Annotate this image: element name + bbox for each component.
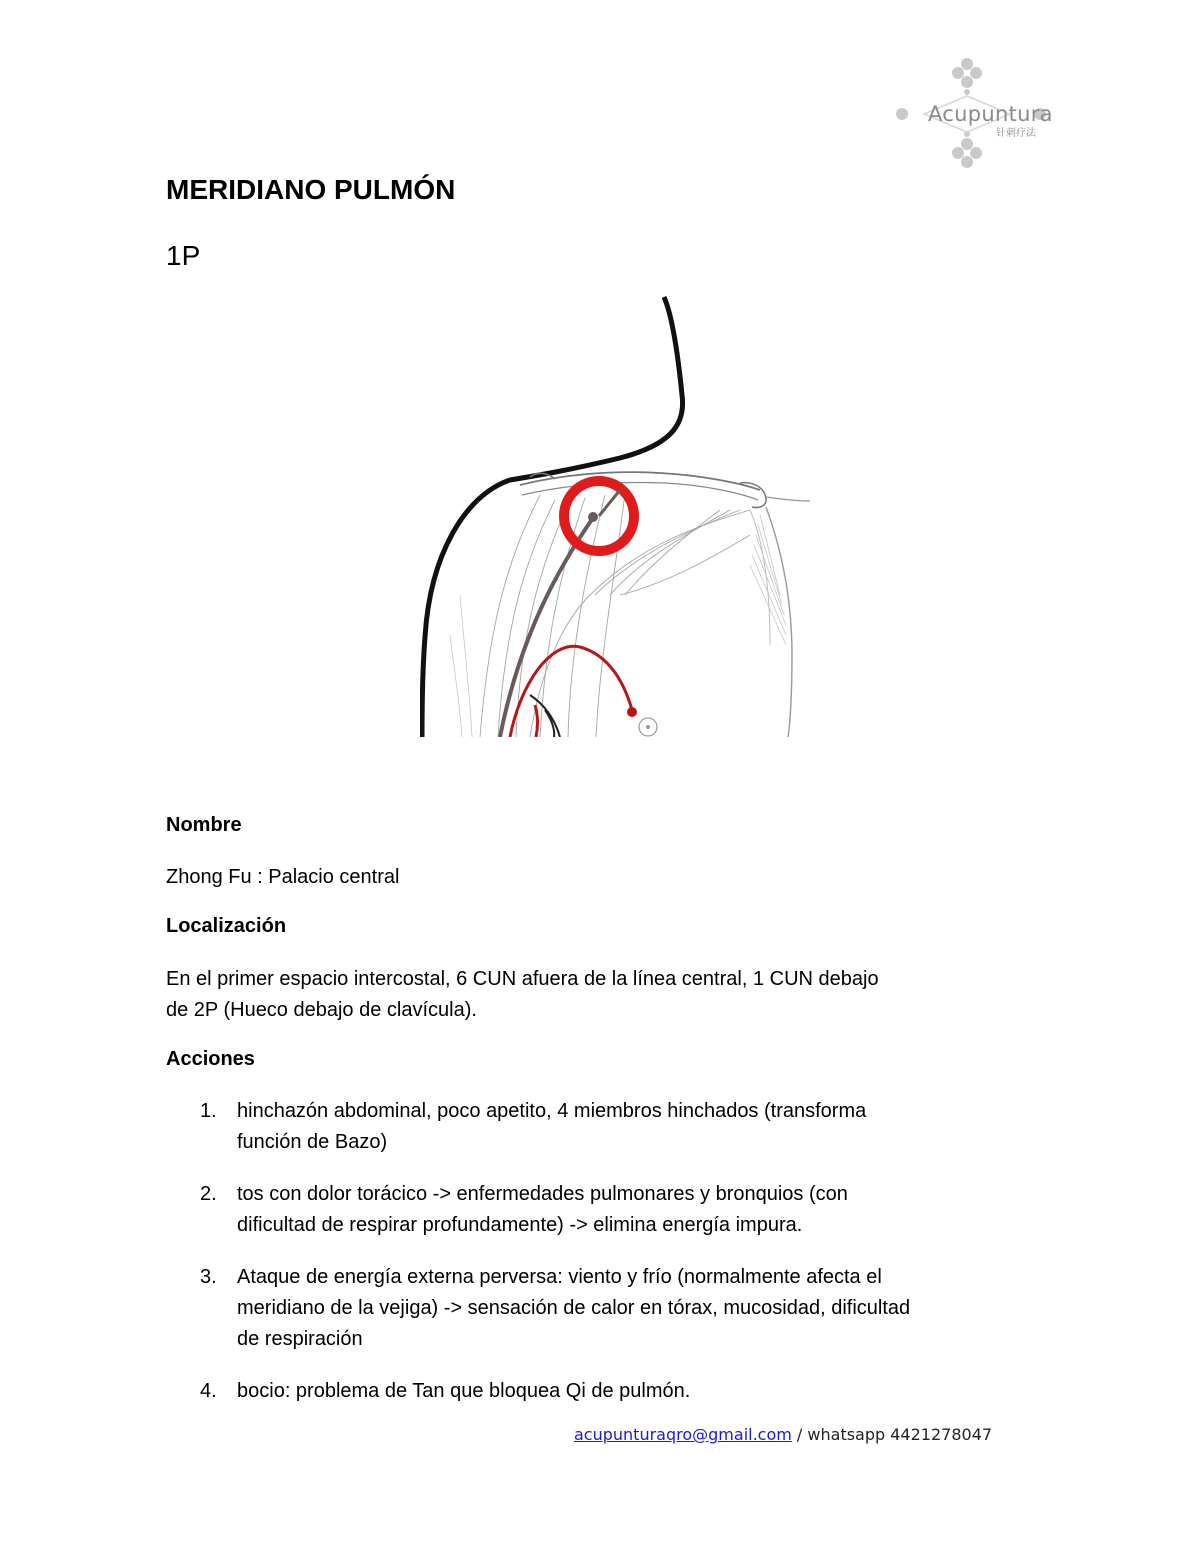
shoulder-chest-anatomy-illustration <box>420 295 812 737</box>
anatomy-figure <box>420 295 812 737</box>
list-item <box>196 1376 1056 1407</box>
list-item-line: meridiano de la vejiga) -> sensación de calor en tórax, mucosidad, dificultad <box>237 1297 911 1319</box>
whatsapp-text: whatsapp 4421278047 <box>807 1425 993 1444</box>
heading-acciones: Acciones <box>166 1048 255 1070</box>
footer <box>574 1425 992 1444</box>
list-item-line: hinchazón abdominal, poco apetito, 4 miembros hinchados (transforma <box>237 1100 867 1122</box>
list-item-line: de respiración <box>237 1328 363 1350</box>
list-item-line: función de Bazo) <box>237 1131 388 1153</box>
list-item-line: dificultad de respirar profundamente) -> elimina energía impura. <box>237 1214 803 1236</box>
nombre-text: Zhong Fu : Palacio central <box>166 866 400 888</box>
localizacion-text <box>166 964 1026 1026</box>
page-title: MERIDIANO PULMÓN <box>166 174 456 205</box>
list-item-line: bocio: problema de Tan que bloquea Qi de pulmón. <box>237 1380 691 1402</box>
heading-localizacion: Localización <box>166 915 287 937</box>
localizacion-line-1: En el primer espacio intercostal, 6 CUN afuera de la línea central, 1 CUN debajo <box>166 968 879 990</box>
list-item-number: 4. <box>200 1380 217 1402</box>
list-item-number: 2. <box>200 1183 217 1205</box>
footer-separator: / <box>791 1425 808 1444</box>
list-item-line: tos con dolor torácico -> enfermedades pulmonares y bronquios (con <box>237 1183 848 1205</box>
acciones-list <box>196 1096 1056 1407</box>
list-item <box>196 1179 1056 1241</box>
logo-subtitle: 针刺疗法 <box>996 128 1036 139</box>
list-item <box>196 1262 1056 1355</box>
email-link[interactable]: acupunturaqro@gmail.com <box>574 1425 792 1444</box>
list-item-line: Ataque de energía externa perversa: viento y frío (normalmente afecta el <box>237 1266 882 1288</box>
list-item-number: 3. <box>200 1266 217 1288</box>
list-item <box>196 1096 1056 1158</box>
logo-text: Acupuntura <box>928 102 1053 126</box>
list-item-number: 1. <box>200 1100 217 1122</box>
localizacion-line-2: de 2P (Hueco debajo de clavícula). <box>166 999 477 1021</box>
point-code: 1P <box>166 240 201 271</box>
heading-nombre: Nombre <box>166 814 242 836</box>
